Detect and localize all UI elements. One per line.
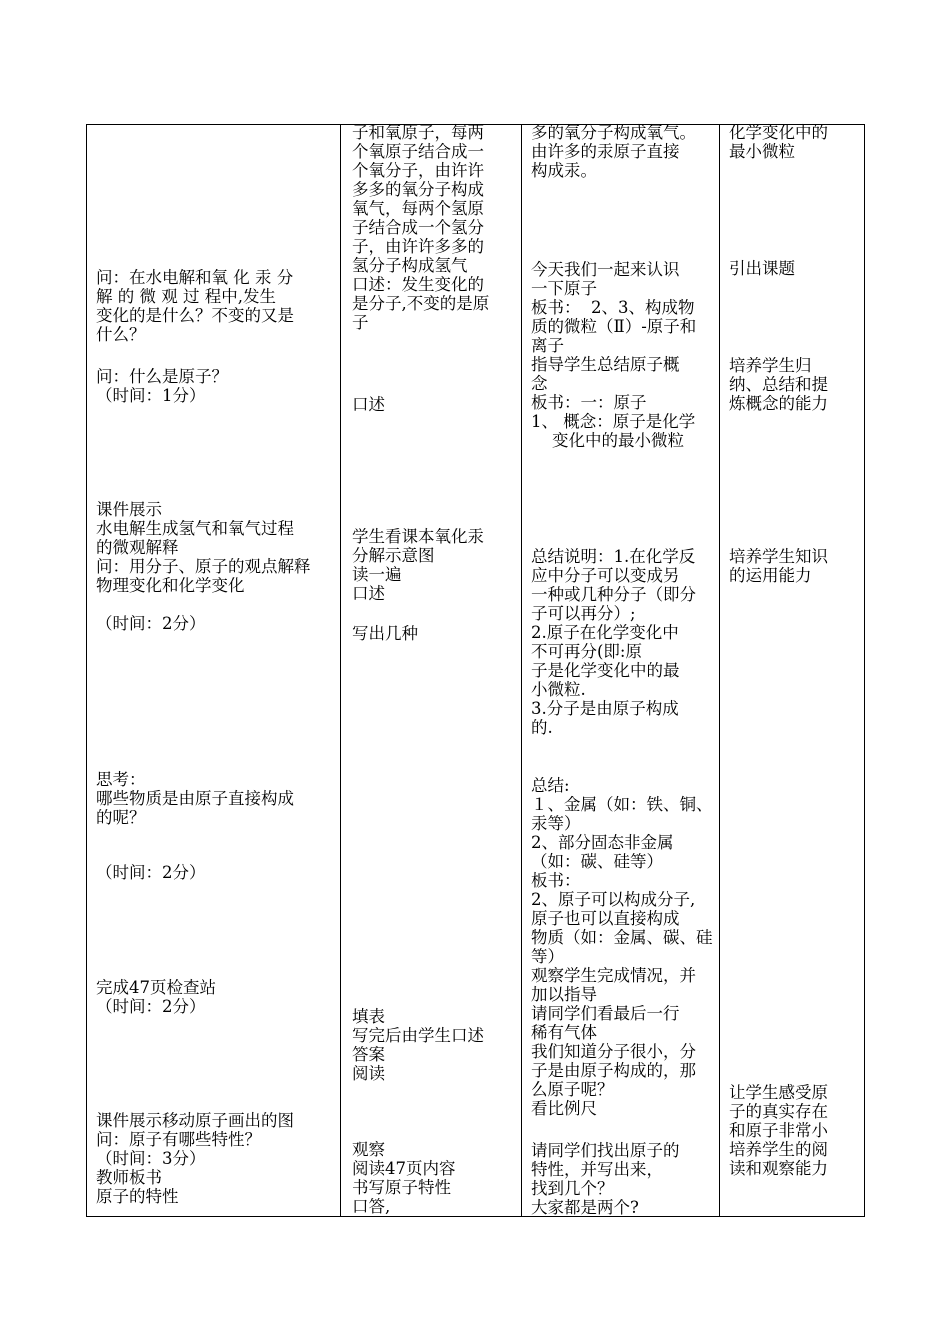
student-block: 口述 xyxy=(352,395,385,414)
teaching-content-cell xyxy=(522,125,720,1217)
content-block: 请同学们找出原子的 特性，并写出来， 找到几个？ 大家都是两个? xyxy=(531,1141,680,1217)
courseware-block: 课件展示 水电解生成氢气和氧气过程 的微观解释 问：用分子、原子的观点解释 物理变化和化学变化 xyxy=(96,500,311,595)
intent-block: 化学变化中的 最小微粒 xyxy=(729,123,828,161)
time-note: （时间：2分） xyxy=(96,863,206,882)
content-block: 多的氧分子构成氧气。 由许多的汞原子直接 构成汞。 xyxy=(531,123,696,180)
courseware-block: 课件展示移动原子画出的图 问：原子有哪些特性？ （时间：3分） 教师板书 原子的特性 xyxy=(96,1111,294,1206)
thinking-block: 思考： 哪些物质是由原子直接构成 的呢？ xyxy=(96,770,294,827)
student-block: 填表 写完后由学生口述 答案 阅读 xyxy=(352,1007,484,1083)
exercise-block: 完成47页检查站 （时间：2分） xyxy=(96,978,216,1016)
student-block: 观察 阅读47页内容 书写原子特性 口答, xyxy=(352,1140,456,1216)
lesson-plan-table xyxy=(86,124,865,1217)
intent-block: 引出课题 xyxy=(729,259,795,278)
content-block: 总结: １、金属（如：铁、铜、 汞等） 2、部分固态非金属 （如：碳、硅等） 板书： 2、原子可以构成分子, 原子也可以直接构成 物质（如：金属、碳、硅 等） 观察学生完成情况，并 加以指导 请同学们看最后一行 稀有气体 我们知道分子很小，分 子是由原子构成的，那 么原子呢？ 看比例尺 xyxy=(531,776,713,1118)
teacher-activity-cell xyxy=(87,125,341,1217)
table-row xyxy=(87,125,865,1217)
intent-block: 让学生感受原 子的真实存在 和原子非常小 培养学生的阅 读和观察能力 xyxy=(729,1083,828,1178)
question-block: 问：在水电解和氧 化 汞 分 解 的 微 观 过 程中,发生 变化的是什么？不变的又是 什么？ xyxy=(96,268,294,344)
question-block: 问：什么是原子？ （时间：1分） xyxy=(96,367,228,405)
time-note: （时间：2分） xyxy=(96,614,206,633)
intent-block: 培养学生知识 的运用能力 xyxy=(729,547,828,585)
content-block: 总结说明：1.在化学反 应中分子可以变成另 一种或几种分子（即分 子可以再分）; 2.原子在化学变化中 不可再分(即:原 子是化学变化中的最 小微粒. 3.分子是由原子构成 的. xyxy=(531,547,696,737)
intent-block: 培养学生归 纳、总结和提 炼概念的能力 xyxy=(729,356,828,413)
student-block: 写出几种 xyxy=(352,624,418,643)
content-block: 今天我们一起来认识 一下原子 板书： 2、3、构成物 质的微粒（Ⅱ）-原子和 离子 指导学生总结原子概 念 板书：一：原子 1、 概念：原子是化学 变化中的最小微粒 xyxy=(531,260,697,450)
student-block: 学生看课本氧化汞 分解示意图 读一遍 口述 xyxy=(352,527,484,603)
student-activity-cell xyxy=(341,125,522,1217)
design-intent-cell xyxy=(720,125,865,1217)
student-block: 子和氧原子，每两 个氧原子结合成一 个氧分子，由许许 多多的氧分子构成 氧气，每两个氢原 子结合成一个氢分 子，由许许多多的 氢分子构成氢气 口述：发生变化的 是分子,不变的是原 子 xyxy=(352,123,490,332)
